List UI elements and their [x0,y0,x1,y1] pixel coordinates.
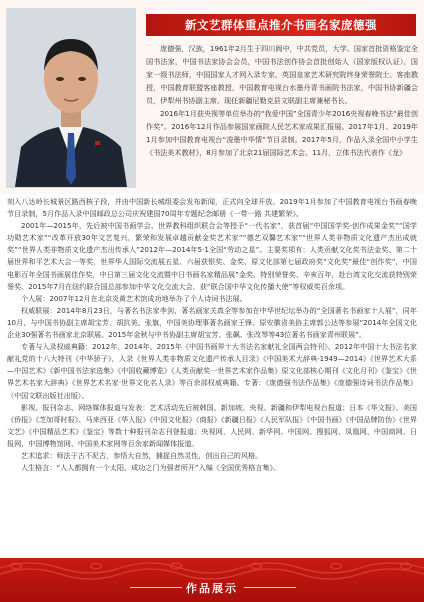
works-section-title: 作品展示 [186,582,238,595]
bio-paragraph: 庞德强，汉族，1961年2月生于四川阆中，中共党员，大学。国家首批资格鉴定全国书法家，中国书法家协会会员，中国书法创作协会首批创始人（国家版权认证），国家一级书法师，中国国家人才网入录专家，英国皇家艺术研究院终身荣誉院士、客座教授，中国教育联盟客座教授，中国教育电视台水墨丹青书画院书法家，中国书协新疆会员，伊犁州书协副主席。现任新疆尼勒克县文联副主席兼秘书长。 [146,44,418,105]
portrait-icon [7,9,135,187]
body-paragraph: 刻入八达岭长城景区路西核子段，并由中国新长城组委会发布新闻，正式向全球开放。2019年1月参加了中国教育电视台书画春晚节目录制，5月作品入录中国邮政总公司庆祝建国70周年专题纪念邮册《一带一路 共建繁荣》。 [7,197,417,219]
bio-intro [146,42,418,159]
body-paragraph: 专著与入录权威典籍：2012年、2014年、2015年《中国书画界十大书法名家献礼全国两会特刊》、2012年中国十大书法名家献礼党的十八大特刊《中华骄子》，入录《世界人类非物质文化遗产传承人目录》《中国美术大辞典·1949—2014》《世界艺术大系—中国艺术》《新中国书法家选集》《中国收藏博览》《人类贡献奖一世界艺术家作品集》原文化部核心期刊《文化月刊》《鉴宝》《世界艺术名家大辞典》《世界艺术名家·世界文化名人录》等百余部权威典籍。专著：《庞德强书法作品集》《庞德强诗词书法作品集》（中国文联出版社出版）。 [7,342,417,400]
profile-panel [0,0,424,194]
body-paragraph: 2001年—2015年，先后被中国书画学会、世界教科组织联合会等授予“一代名家”，获首届“中国国学奖-创作成果金奖”“国学功勋艺术家”“改革开放30年文艺复兴，繁荣和发展卓越贡献金奖艺术家”“德艺双馨艺术家”“世界人类非物质文化遗产杰出成就奖”“世界人类非物质文化遗产杰出传承人”2012年—2014年5·1全国“劳动之星”。主要奖项有：人类贡献文化奖书法金奖、第二十届世界和平艺术大会一等奖，世界华人国际交流展五星、六届获银奖、金奖、原文化部第七届政府奖“文化奖”最佳“创作奖”，中国电影百年全国书画展佳作奖，中日第三届文化交流暨中日书画名家精品展”金奖、特别荣誉奖、辛亥百年，赴台湾文化交流获特别荣誉奖、2015年7月在纽约联合国总部参加中华文化交流大会，获“联合国中华文化传播大使”等权威奖百余项。 [7,221,417,291]
body-paragraph: 权威联展：2014年8月23日，与著名书法家李剑、著名画家关真全等参加在中华世纪坛举办的“全国著名书画家十人展”，同年10月，与中国书协副主席胡宝芳、胡抗美、张旗，中国美协理事著名画家王锋、原安徽省美协主席郭公达等参展“2014年全国文化企业30强著名书画家北京联展。2015年金秋与中书协副主席胡宝芳、张飙、张改琴等43位著名书画家青州联展”。 [7,305,417,340]
portrait-photo [6,8,136,188]
body-paragraph: 艺术追求：师法于古不泥古，参悟大自然，捕捉自然灵性，创出自己的风格。 [21,450,263,460]
body-paragraph: 个人展：2007年12月在北京炎黄艺术馆成功地举办了个人诗词书法展。 [21,293,247,303]
works-banner [0,558,424,602]
body-paragraph: 人生格言：“人人都拥有一个太阳、成功之门为强者所开”入编《全国优秀格言集》。 [21,463,281,473]
title-banner [146,14,416,36]
bio-body [7,196,417,474]
page-title: 新文艺群体重点推介书画名家庞德强 [185,18,377,32]
bio-paragraph: 2016年1月获央视等单位举办的“我爱中国”全国青少年2016央视春晚书法“最佳创作奖”。2016年12月作品参展国家画院人民艺术家成果汇报展。2017年1月、2019年1月参加中国教育电视台“浚墨中华情”节目录制。2017年5月，作品入录全国中小学生《书法美术教材》，8月参加了北京21届国际艺术会。11月，立体书法代表作《龙》 [146,109,418,157]
body-paragraph: 影视、报刊杂志、网络媒体报道与发表：艺术活动先后被韩国、新加坡、央视、新疆和伊犁电视台报道；日本《华文报》、美国《侨报》《芝加哥时报》、马来西亚《华人报》《中国文化报》《商报》《新疆日报》《人民军队报》《中国书画》《中国品牌防伪》《世界文艺》《中国精品艺术》《鉴宝》等数十种报刊杂志刊登报道；央视网、人民网、新华网、中国网、搜狐网、凤凰网、中国商网、日报网、中国博物馆网、中国美术家网等百余家新闻媒体报道。 [7,402,417,448]
